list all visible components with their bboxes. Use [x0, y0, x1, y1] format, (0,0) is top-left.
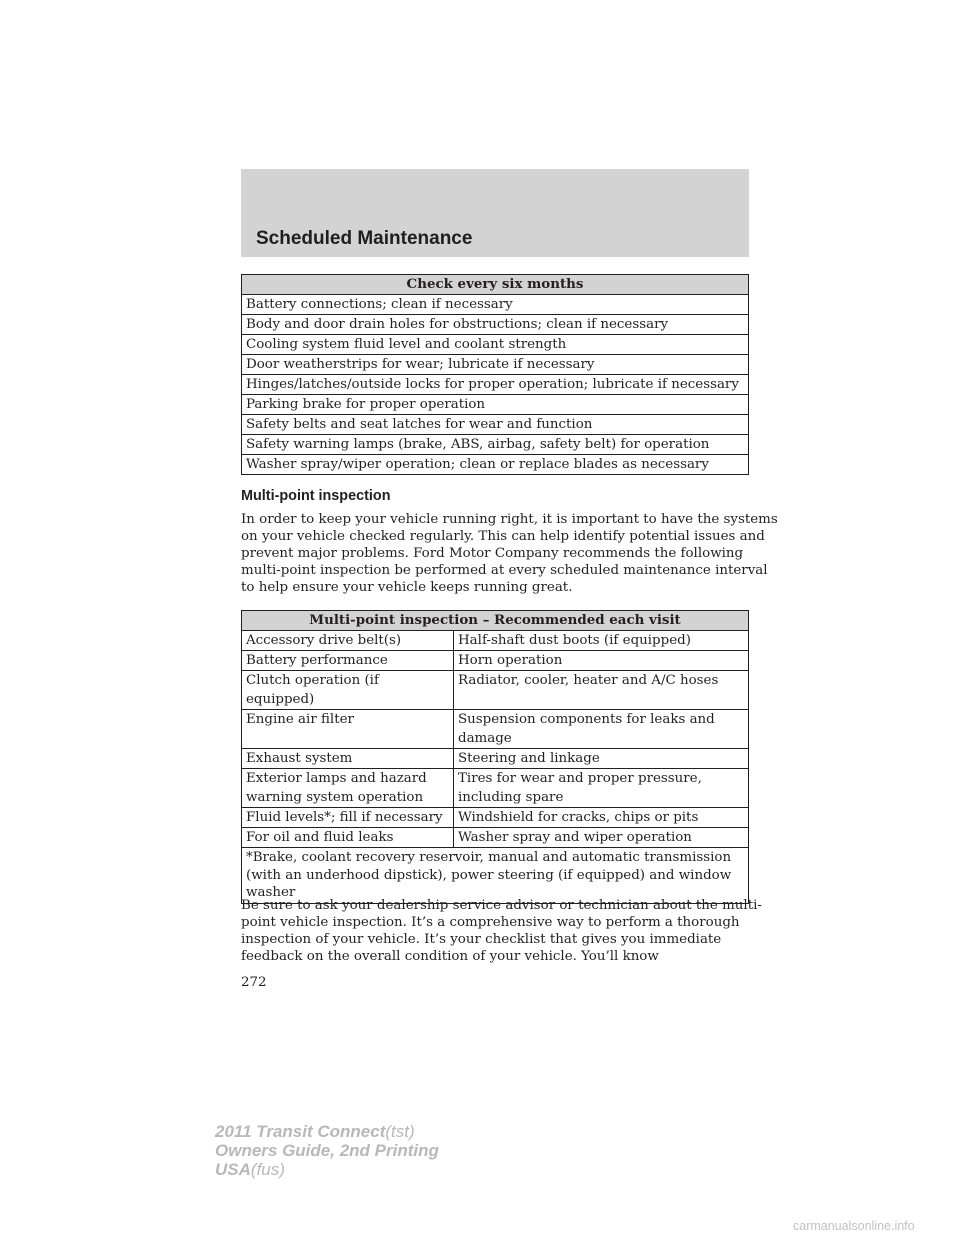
table-cell: Washer spray and wiper operation [454, 828, 749, 848]
checklist-item: Washer spray/wiper operation; clean or replace blades as necessary [242, 455, 749, 475]
checklist-item: Parking brake for proper operation [242, 395, 749, 415]
table-footnote: *Brake, coolant recovery reservoir, manual and automatic transmission (with an underhood dipstick), power steering (if equipped) and window washer [242, 848, 749, 904]
section-title: Scheduled Maintenance [256, 228, 473, 249]
table-row [242, 671, 749, 710]
checklist-item: Body and door drain holes for obstructions; clean if necessary [242, 315, 749, 335]
table-row [242, 631, 749, 651]
table-cell: Radiator, cooler, heater and A/C hoses [454, 671, 749, 710]
multipoint-table [241, 610, 749, 904]
footer-model-code: (tst) [385, 1122, 415, 1141]
footer-edition: Owners Guide, 2nd Printing [215, 1141, 439, 1160]
table-footnote-row [242, 848, 749, 904]
table-row [242, 749, 749, 769]
table-header-row [242, 275, 749, 295]
table-row [242, 355, 749, 375]
footer-line [215, 1122, 439, 1141]
checklist-item: Hinges/latches/outside locks for proper operation; lubricate if necessary [242, 375, 749, 395]
table-cell: Horn operation [454, 651, 749, 671]
table-cell: Windshield for cracks, chips or pits [454, 808, 749, 828]
table-cell: Exterior lamps and hazard warning system operation [242, 769, 454, 808]
checklist-item: Safety belts and seat latches for wear and function [242, 415, 749, 435]
table-row [242, 415, 749, 435]
closing-paragraph: Be sure to ask your dealership service advisor or technician about the multi-point vehicle inspection. It’s a comprehensive way to perform a thorough inspection of your vehicle. It’s your checklist that gives you immediate feedback on the overall condition of your vehicle. You’ll know [241, 898, 762, 964]
footer-market-code: (fus) [250, 1160, 285, 1179]
table-title: Check every six months [242, 275, 749, 295]
table-row [242, 710, 749, 749]
table-row [242, 651, 749, 671]
checklist-item: Door weatherstrips for wear; lubricate if necessary [242, 355, 749, 375]
table-row [242, 769, 749, 808]
table-cell: Engine air filter [242, 710, 454, 749]
table-cell: Clutch operation (if equipped) [242, 671, 454, 710]
table-row [242, 828, 749, 848]
table-cell: Fluid levels*; fill if necessary [242, 808, 454, 828]
table-cell: Accessory drive belt(s) [242, 631, 454, 651]
table-cell: Steering and linkage [454, 749, 749, 769]
footer-imprint [215, 1122, 439, 1179]
table-row [242, 295, 749, 315]
multipoint-heading: Multi-point inspection [241, 488, 391, 504]
footer-market: USA [215, 1160, 251, 1179]
six-months-table [241, 274, 749, 475]
table-cell: Half-shaft dust boots (if equipped) [454, 631, 749, 651]
table-row [242, 435, 749, 455]
checklist-item: Safety warning lamps (brake, ABS, airbag, safety belt) for operation [242, 435, 749, 455]
table-cell: Suspension components for leaks and damage [454, 710, 749, 749]
checklist-item: Cooling system fluid level and coolant strength [242, 335, 749, 355]
table-cell: Exhaust system [242, 749, 454, 769]
table-cell: For oil and fluid leaks [242, 828, 454, 848]
table-title: Multi-point inspection – Recommended each visit [242, 611, 749, 631]
table-row [242, 315, 749, 335]
table-cell: Tires for wear and proper pressure, including spare [454, 769, 749, 808]
table-row [242, 335, 749, 355]
intro-paragraph: In order to keep your vehicle running right, it is important to have the systems on your vehicle checked regularly. This can help identify potential issues and prevent major problems. Ford Motor Company recommends the following multi-point inspection be performed at every scheduled maintenance interval to help ensure your vehicle keeps running great. [241, 512, 778, 595]
checklist-item: Battery connections; clean if necessary [242, 295, 749, 315]
site-watermark: carmanualsonline.info [793, 1219, 915, 1233]
table-row [242, 455, 749, 475]
table-row [242, 375, 749, 395]
table-row [242, 395, 749, 415]
page-number: 272 [241, 975, 267, 990]
footer-line [215, 1160, 439, 1179]
footer-model: 2011 Transit Connect [215, 1122, 386, 1141]
table-row [242, 808, 749, 828]
table-header-row [242, 611, 749, 631]
table-cell: Battery performance [242, 651, 454, 671]
